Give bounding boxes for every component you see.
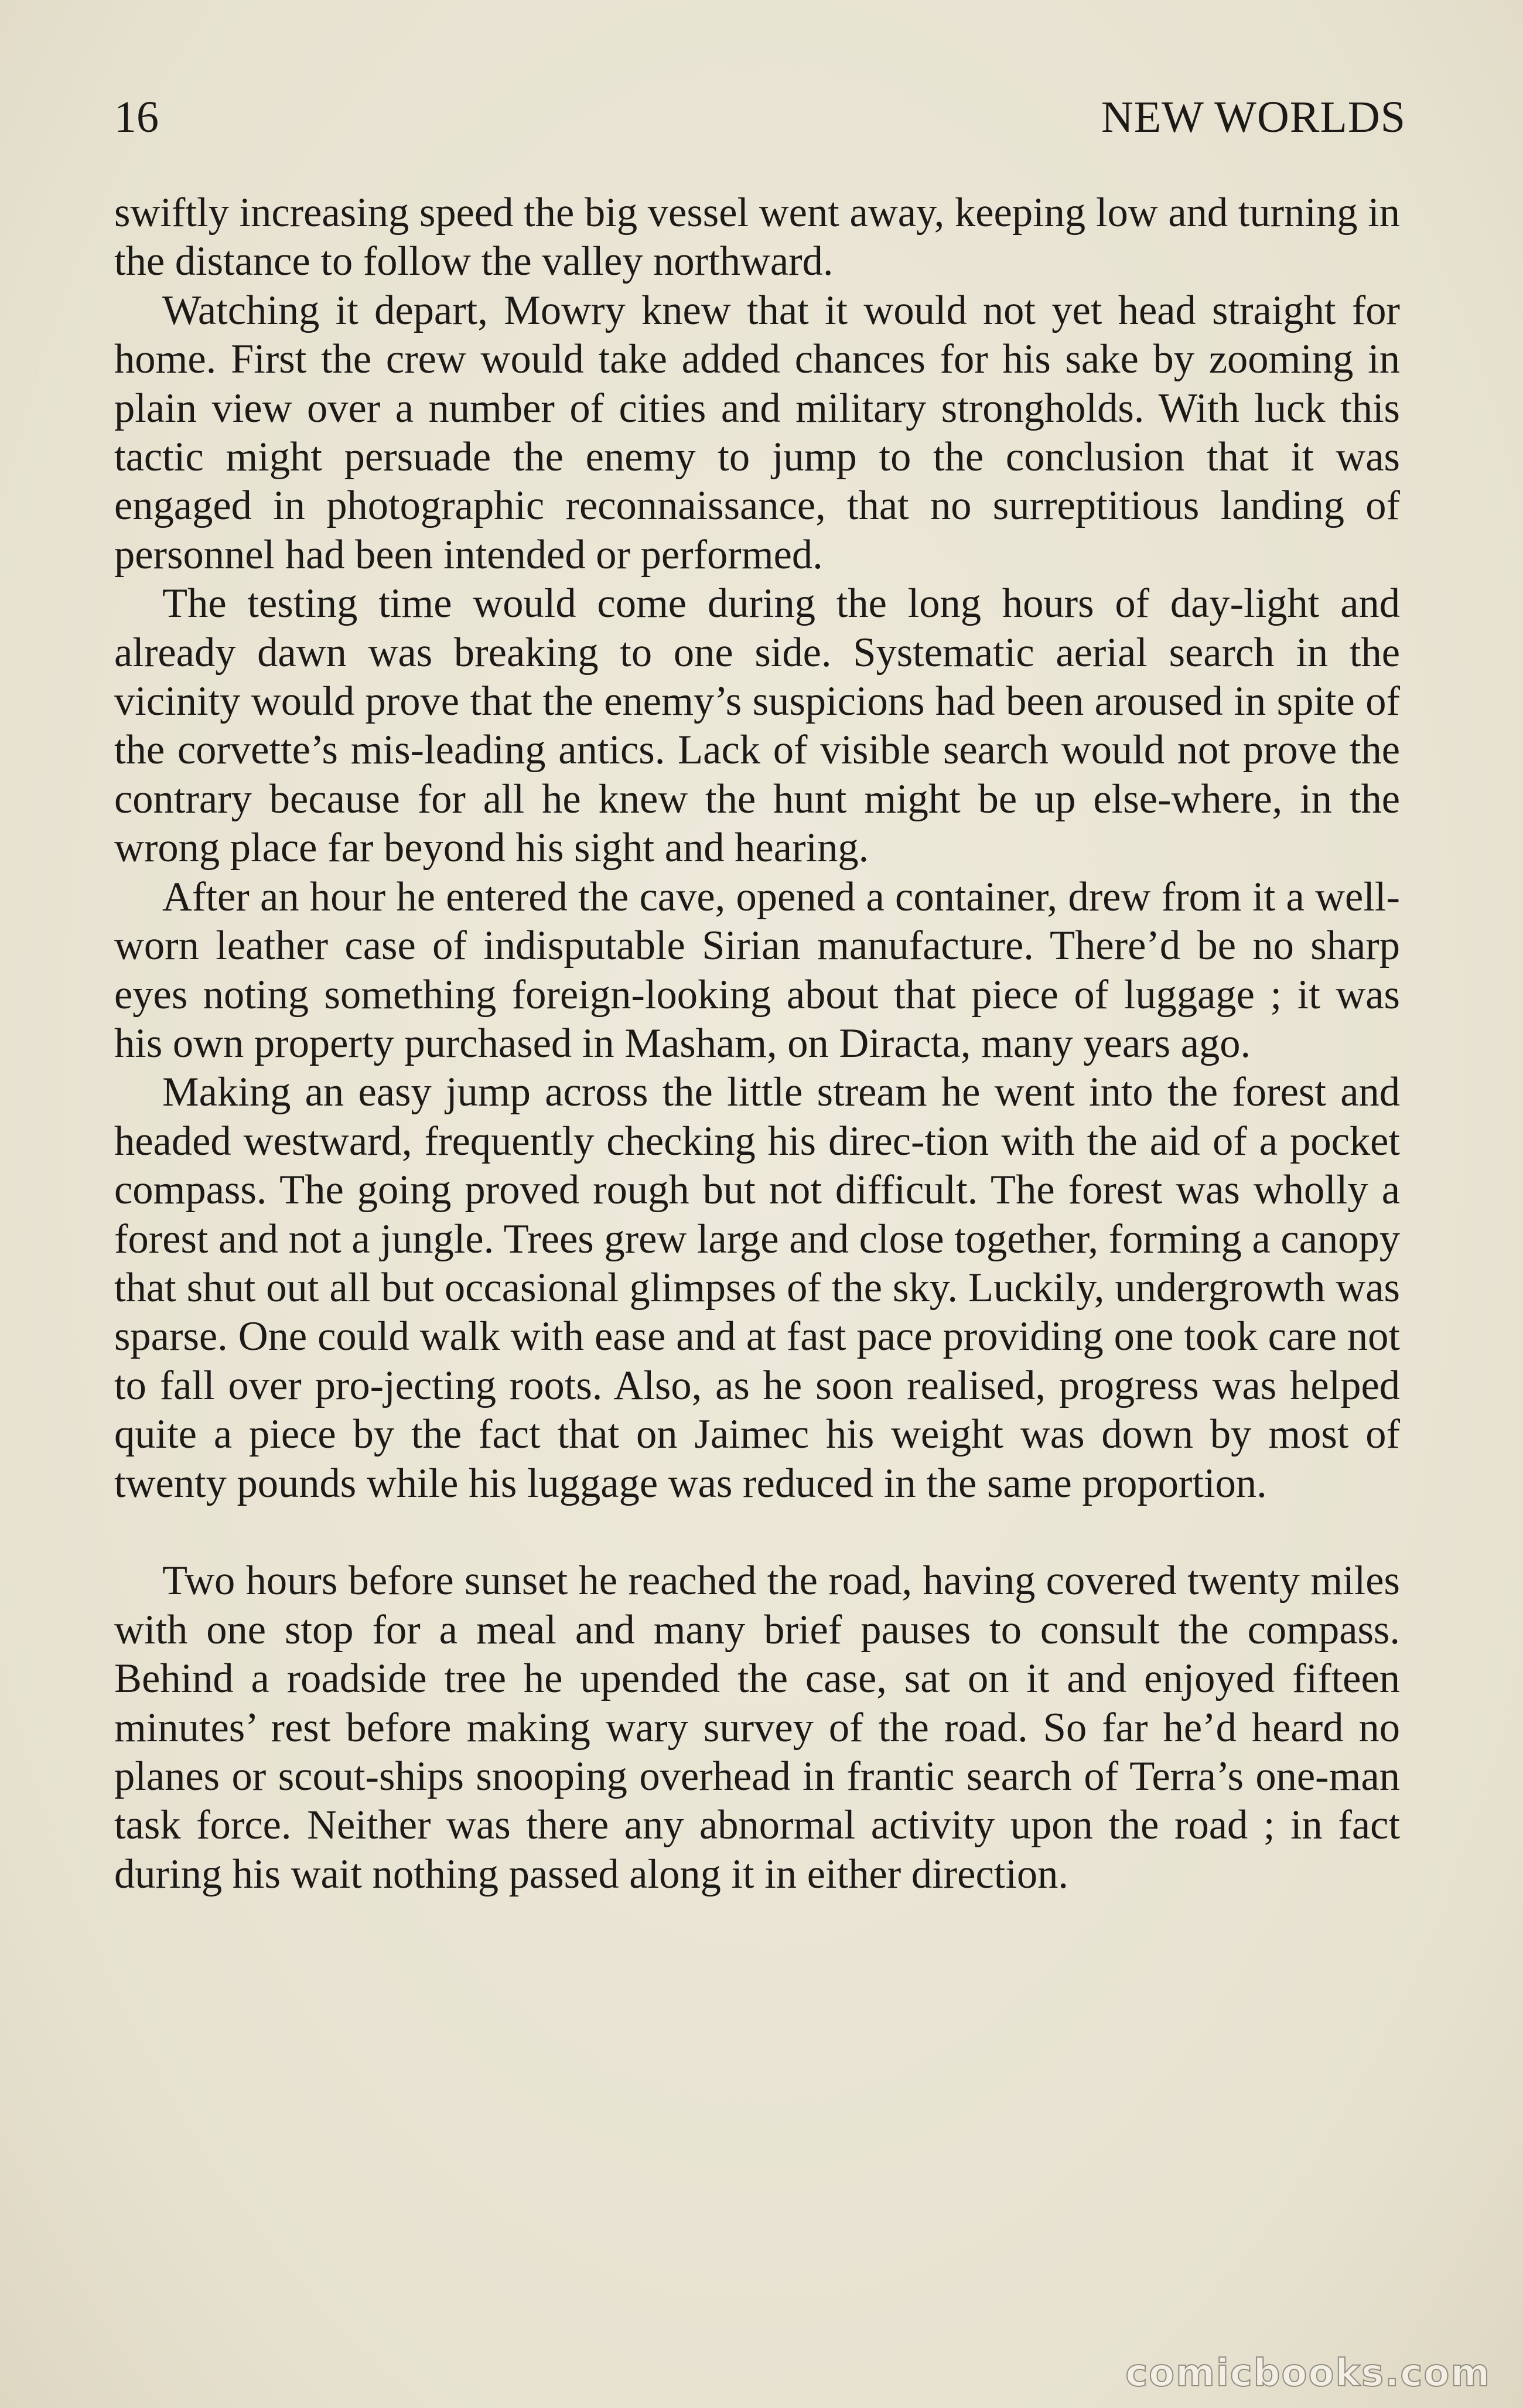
body-text bbox=[114, 189, 1400, 1899]
running-title: NEW WORLDS bbox=[1101, 93, 1406, 142]
paragraph: The testing time would come during the long hours of day-light and already dawn was breaking to one side. Systematic aerial search in the vicinity would prove that the enemy’s suspicions had been aroused in spite of the corvette’s mis-leading antics. Lack of visible search would not prove the contrary because for all he knew the hunt might be up else-where, in the wrong place far beyond his sight and hearing. bbox=[114, 581, 1400, 871]
section-break bbox=[114, 1508, 1400, 1557]
paragraph: Two hours before sunset he reached the road, having covered twenty miles with one stop for a meal and many brief pauses to consult the compass. Behind a roadside tree he upended the case, sat on it and enjoyed fifteen minutes’ rest before making wary survey of the road. So far he’d heard no planes or scout-ships snooping overhead in frantic search of Terra’s one-man task force. Neither was there any abnormal activity upon the road ; in fact during his wait nothing passed along it in either direction. bbox=[114, 1558, 1400, 1897]
watermark: comicbooks.com bbox=[1125, 2352, 1491, 2395]
paragraph-continuation: swiftly increasing speed the big vessel went away, keeping low and turning in the distance to follow the valley northward. bbox=[114, 190, 1400, 285]
paragraph: Watching it depart, Mowry knew that it would not yet head straight for home. First the crew would take added chances for his sake by zooming in plain view over a number of cities and military strongholds. With luck this tactic might persuade the enemy to jump to the conclusion that it was engaged in photographic reconnaissance, that no surreptitious landing of personnel had been intended or performed. bbox=[114, 287, 1400, 578]
paragraph: Making an easy jump across the little stream he went into the forest and headed westward, frequently checking his direc-tion with the aid of a pocket compass. The going proved rough but not difficult. The forest was wholly a forest and not a jungle. Trees grew large and close together, forming a canopy that shut out all but occasional glimpses of the sky. Luckily, undergrowth was sparse. One could walk with ease and at fast pace providing one took care not to fall over pro-jecting roots. Also, as he soon realised, progress was helped quite a piece by the fact that on Jaimec his weight was down by most of twenty pounds while his luggage was reduced in the same proportion. bbox=[114, 1069, 1400, 1506]
page-header bbox=[114, 88, 1406, 146]
page-number: 16 bbox=[114, 93, 159, 142]
paragraph: After an hour he entered the cave, opened a container, drew from it a well-worn leather case of indisputable Sirian manufacture. There’d be no sharp eyes noting something foreign-looking about that piece of luggage ; it was his own property purchased in Masham, on Diracta, many years ago. bbox=[114, 874, 1400, 1066]
